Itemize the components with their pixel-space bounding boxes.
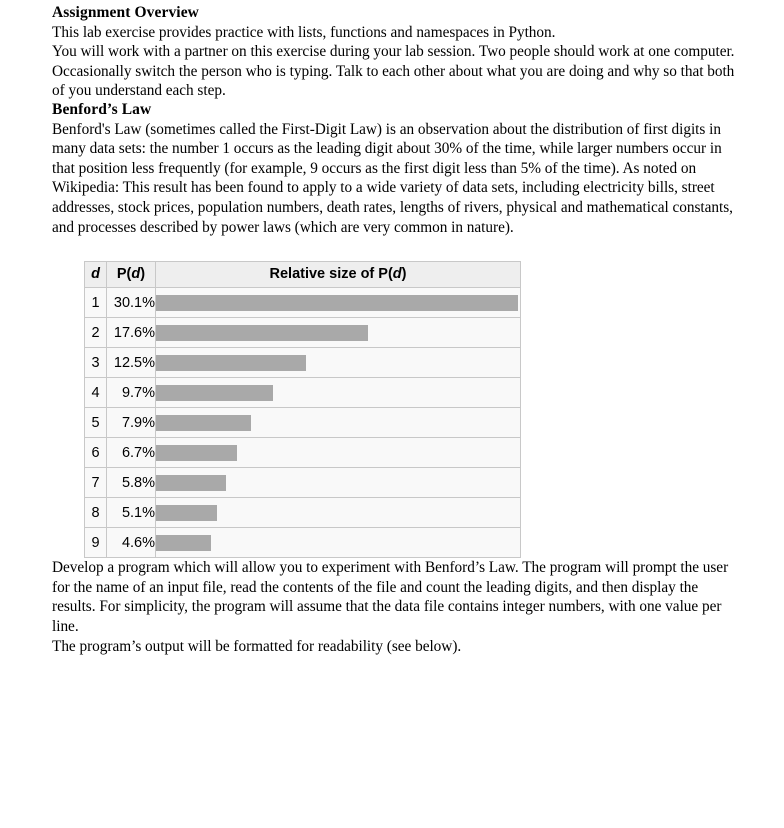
cell-probability: 17.6% — [107, 318, 156, 348]
cell-digit: 2 — [85, 318, 107, 348]
page-title: Assignment Overview — [52, 4, 199, 21]
table-row — [85, 528, 521, 558]
bar-indicator — [156, 475, 226, 491]
cell-probability: 30.1% — [107, 288, 156, 318]
table-row — [85, 468, 521, 498]
column-header-probability-var: d — [131, 266, 141, 283]
cell-relative-size — [156, 438, 521, 468]
cell-digit: 1 — [85, 288, 107, 318]
table-row — [85, 288, 521, 318]
cell-probability: 7.9% — [107, 408, 156, 438]
cell-relative-size — [156, 468, 521, 498]
column-header-probability-suffix: ) — [140, 266, 146, 283]
benford-distribution-table-wrapper — [84, 261, 740, 558]
bar-indicator — [156, 355, 306, 371]
cell-probability: 5.1% — [107, 498, 156, 528]
cell-digit: 6 — [85, 438, 107, 468]
cell-digit: 8 — [85, 498, 107, 528]
cell-relative-size — [156, 348, 521, 378]
cell-relative-size — [156, 378, 521, 408]
paragraph-output-format: The program’s output will be formatted for readability (see below). — [52, 637, 462, 655]
table-row — [85, 348, 521, 378]
bar-indicator — [156, 535, 211, 551]
cell-digit: 4 — [85, 378, 107, 408]
table-row — [85, 438, 521, 468]
benford-distribution-table — [84, 261, 521, 558]
bar-indicator — [156, 295, 518, 311]
bar-indicator — [156, 505, 217, 521]
table-row — [85, 378, 521, 408]
table-row — [85, 498, 521, 528]
bar-indicator — [156, 325, 368, 341]
cell-probability: 5.8% — [107, 468, 156, 498]
cell-probability: 4.6% — [107, 528, 156, 558]
table-row — [85, 318, 521, 348]
table-header — [85, 262, 521, 288]
table-row — [85, 408, 521, 438]
cell-relative-size — [156, 408, 521, 438]
bar-indicator — [156, 415, 251, 431]
table-header-row — [85, 262, 521, 288]
column-header-relative-size-var: d — [392, 266, 402, 283]
column-header-relative-size — [156, 262, 521, 288]
bar-indicator — [156, 445, 237, 461]
table-body — [85, 288, 521, 558]
column-header-probability — [107, 262, 156, 288]
cell-probability: 12.5% — [107, 348, 156, 378]
cell-relative-size — [156, 528, 521, 558]
column-header-relative-size-suffix: ) — [401, 266, 407, 283]
column-header-digit-label: d — [91, 266, 100, 283]
cell-digit: 3 — [85, 348, 107, 378]
cell-relative-size — [156, 318, 521, 348]
cell-digit: 9 — [85, 528, 107, 558]
bar-indicator — [156, 385, 273, 401]
cell-relative-size — [156, 288, 521, 318]
paragraph-program-requirements: Develop a program which will allow you to experiment with Benford’s Law. The program will prompt the user for the name of an input file, read the contents of the file and count the leading digits, and then display the results. For simplicity, the program will assume that the data file contains integer numbers, with one value per line. — [52, 559, 729, 635]
cell-relative-size — [156, 498, 521, 528]
column-header-relative-size-prefix: Relative size of P( — [269, 266, 393, 283]
column-header-digit — [85, 262, 107, 288]
paragraph-lab-intro: This lab exercise provides practice with lists, functions and namespaces in Python. — [52, 23, 556, 41]
cell-digit: 5 — [85, 408, 107, 438]
paragraph-benfords-law-description: Benford's Law (sometimes called the First-Digit Law) is an observation about the distribution of first digits in many data sets: the number 1 occurs as the leading digit about 30% of the time, while larger numbers occur in that position less frequently (for example, 9 occurs as the first digit less than 5% of the time). As noted on Wikipedia: This result has been found to apply to a wide variety of data sets, including electricity bills, street addresses, stock prices, population numbers, death rates, lengths of rivers, physical and mathematical constants, and processes described by power laws (which are very common in nature). — [52, 120, 733, 236]
section-heading-benfords-law: Benford’s Law — [52, 100, 152, 118]
cell-digit: 7 — [85, 468, 107, 498]
cell-probability: 6.7% — [107, 438, 156, 468]
cell-probability: 9.7% — [107, 378, 156, 408]
paragraph-partner-instructions: You will work with a partner on this exercise during your lab session. Two people should work at one computer. Occasionally switch the person who is typing. Talk to each other about what you are doing and why so that both of you understand each step. — [52, 43, 735, 100]
column-header-probability-prefix: P( — [116, 266, 132, 283]
